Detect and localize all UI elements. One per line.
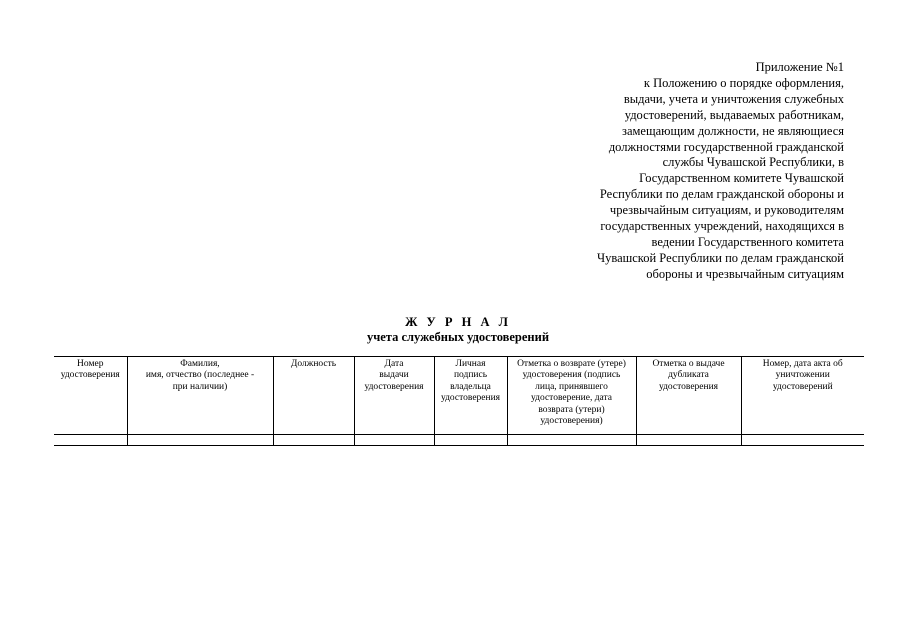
column-header-return-mark: Отметка о возврате (утере) удостоверения (подпись лица, принявшего удостоверение, дата возврата (утери) удостоверения) <box>507 357 636 435</box>
table-cell[interactable] <box>54 435 127 446</box>
table-cell[interactable] <box>434 435 507 446</box>
appendix-line: ведении Государственного комитета <box>651 234 844 249</box>
column-header-issue-date: Дата выдачи удостоверения <box>354 357 434 435</box>
table-cell[interactable] <box>636 435 741 446</box>
journal-title-main: Ж У Р Н А Л <box>405 315 511 329</box>
table-header-row <box>54 357 864 435</box>
appendix-line: выдачи, учета и уничтожения служебных <box>623 91 844 106</box>
appendix-header <box>520 60 844 283</box>
table-cell[interactable] <box>507 435 636 446</box>
appendix-line: Чувашской Республики по делам гражданской <box>596 250 844 265</box>
appendix-line: Приложение №1 <box>755 60 844 74</box>
appendix-line: замещающим должности, не являющиеся <box>622 123 844 138</box>
table-row <box>54 435 864 446</box>
table-cell[interactable] <box>273 435 354 446</box>
table-cell[interactable] <box>354 435 434 446</box>
appendix-line: Республики по делам гражданской обороны и <box>599 187 844 202</box>
appendix-line: обороны и чрезвычайным ситуациям <box>646 266 844 281</box>
table-cell[interactable] <box>741 435 864 446</box>
appendix-line: к Положению о порядке оформления, <box>643 75 844 90</box>
journal-table <box>54 356 864 446</box>
appendix-line: чрезвычайным ситуациям, и руководителям <box>609 203 844 218</box>
column-header-duplicate-mark: Отметка о выдаче дубликата удостоверения <box>636 357 741 435</box>
table-cell[interactable] <box>127 435 273 446</box>
column-header-full-name: Фамилия, имя, отчество (последнее - при наличии) <box>127 357 273 435</box>
appendix-line: Государственном комитете Чувашской <box>639 171 844 186</box>
journal-title <box>0 315 904 345</box>
column-header-position: Должность <box>273 357 354 435</box>
appendix-line: службы Чувашской Республики, в <box>662 155 844 170</box>
appendix-line: должностями государственной гражданской <box>608 139 844 154</box>
journal-title-subtitle: учета служебных удостоверений <box>366 330 550 344</box>
column-header-owner-signature: Личная подпись владельца удостоверения <box>434 357 507 435</box>
column-header-number: Номер удостоверения <box>54 357 127 435</box>
appendix-line: удостоверений, выдаваемых работникам, <box>624 107 844 122</box>
appendix-line: государственных учреждений, находящихся в <box>600 219 844 234</box>
column-header-destruction-act: Номер, дата акта об уничтожении удостоверений <box>741 357 864 435</box>
